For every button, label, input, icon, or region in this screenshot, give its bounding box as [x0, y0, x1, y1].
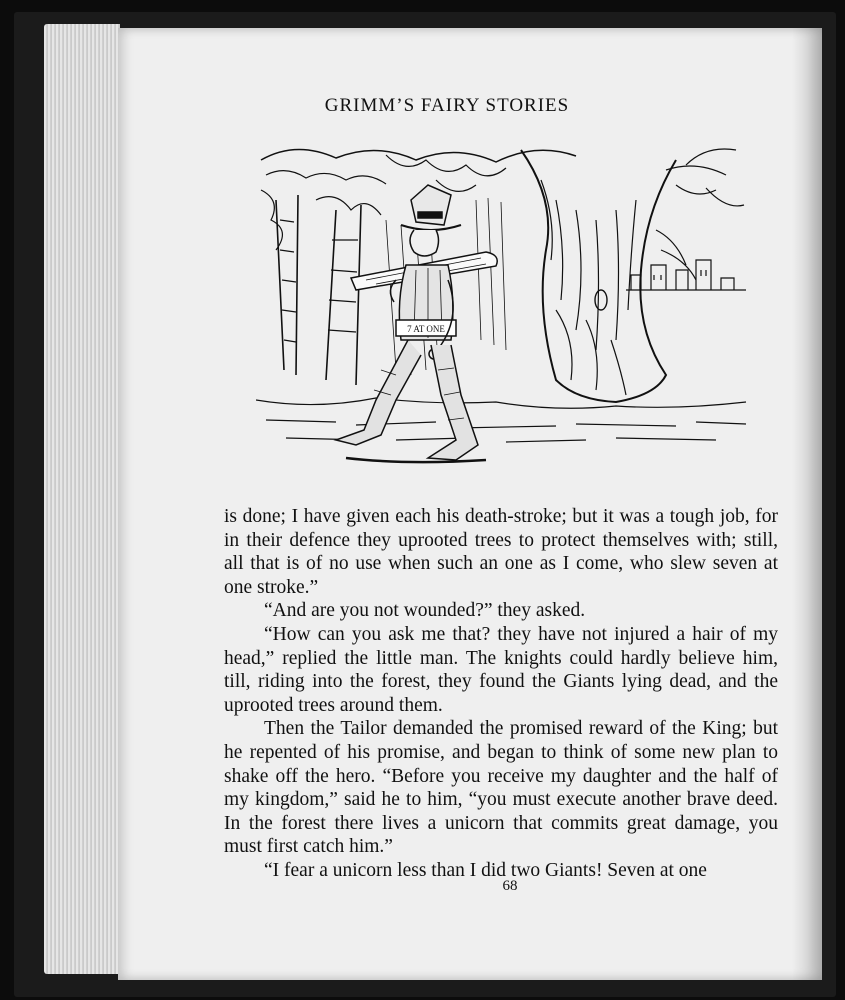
paragraph-4: Then the Tailor demanded the promised reward of the King; but he repented of his promise, and began to think of some new plan to shake off the hero. “Before you receive my daughter and the half of my kingdom,” said he to him, “you must execute another brave deed. In the forest there lives a unicorn that commits great damage, you must first catch him.” — [224, 718, 778, 858]
body-text — [224, 505, 778, 883]
forest-background — [256, 149, 746, 442]
running-head: GRIMM’S FAIRY STORIES — [324, 95, 570, 116]
paragraph-3: “How can you ask me that? they have not injured a hair of my head,” replied the little man. The knights could hardly believe him, till, riding into the forest, they found the Giants lying dead, and the uprooted trees around them. — [224, 623, 778, 716]
page-edges — [44, 24, 120, 974]
tailor-illustration — [256, 140, 750, 480]
page-number: 68 — [502, 878, 518, 894]
belt-label: 7 AT ONE — [407, 324, 445, 334]
gutter-shadow — [792, 28, 822, 980]
paragraph-5: “I fear a unicorn less than I did two Giants! Seven at one — [264, 859, 707, 881]
paragraph-2: “And are you not wounded?” they asked. — [264, 600, 586, 622]
paragraph-1: is done; I have given each his death-stroke; but it was a tough job, for in their defence they uprooted trees to protect themselves with; still, all that is of no use when such an one as I come, who slew seven at one stroke.” — [224, 506, 778, 598]
